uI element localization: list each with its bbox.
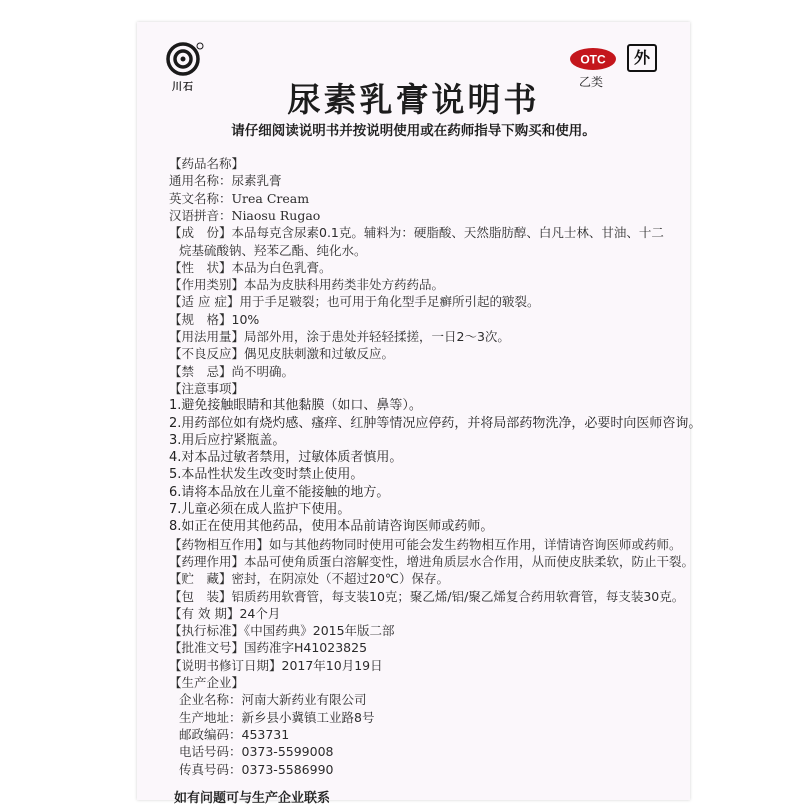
precaution-item: 3.用后应拧紧瓶盖。 bbox=[169, 432, 286, 448]
validity: 【有 效 期】24个月 bbox=[169, 605, 281, 621]
pharmacology: 【药理作用】本品可使角质蛋白溶解变性，增进角质层水合作用，从而使皮肤柔软，防止干裂。 bbox=[169, 553, 695, 569]
precaution-item: 5.本品性状发生改变时禁止使用。 bbox=[169, 467, 364, 483]
manufacturer-name: 企业名称：河南大新药业有限公司 bbox=[179, 692, 367, 708]
otc-badge bbox=[569, 47, 617, 71]
precaution-item: 1.避免接触眼睛和其他黏膜（如口、鼻等）。 bbox=[169, 398, 422, 414]
category: 【作用类别】本品为皮肤科用药类非处方药药品。 bbox=[169, 277, 445, 293]
composition-line-1: 【成 份】本品每克含尿素0.1克。辅料为：硬脂酸、天然脂肪醇、白凡士林、甘油、十二 bbox=[169, 225, 664, 241]
phone-number: 电话号码：0373-5599008 bbox=[179, 744, 334, 760]
composition-line-2: 烷基硫酸钠、羟苯乙酯、纯化水。 bbox=[179, 242, 367, 258]
drug-interactions: 【药物相互作用】如与其他药物同时使用可能会发生药物相互作用，详情请咨询医师或药师。 bbox=[169, 536, 682, 552]
english-name: 英文名称：Urea Cream bbox=[169, 190, 310, 206]
usage-dosage: 【用法用量】局部外用，涂于患处并轻轻揉搓，一日2～3次。 bbox=[169, 329, 510, 344]
precaution-item: 6.请将本品放在儿童不能接触的地方。 bbox=[169, 484, 390, 500]
standard: 【执行标准】《中国药典》2015年版二部 bbox=[169, 623, 395, 639]
packaging: 【包 装】铝质药用软膏管，每支装10克；聚乙烯/铝/聚乙烯复合药用软膏管，每支装30克。 bbox=[169, 588, 685, 604]
generic-name: 通用名称：尿素乳膏 bbox=[169, 173, 282, 189]
page-title: 尿素乳膏说明书 bbox=[287, 80, 540, 119]
approval-number: 【批准文号】国药准字H41023825 bbox=[169, 640, 368, 656]
specification: 【规 格】10% bbox=[169, 311, 260, 327]
otc-class: 乙类 bbox=[579, 75, 604, 89]
logo-mark-icon bbox=[163, 42, 205, 78]
postcode: 邮政编码：453731 bbox=[179, 726, 290, 742]
manufacturer-heading: 【生产企业】 bbox=[169, 675, 245, 690]
revision-date: 【说明书修订日期】2017年10月19日 bbox=[169, 657, 383, 673]
pinyin-name: 汉语拼音：Niaosu Rugao bbox=[169, 207, 321, 223]
contraindications: 【禁 忌】尚不明确。 bbox=[169, 363, 295, 379]
storage: 【贮 藏】密封，在阴凉处（不超过20℃）保存。 bbox=[169, 571, 449, 587]
precaution-item: 7.儿童必须在成人监护下使用。 bbox=[169, 502, 351, 517]
external-use-badge: 外 bbox=[627, 44, 657, 72]
subtitle-notice: 请仔细阅读说明书并按说明使用或在药师指导下购买和使用。 bbox=[231, 123, 596, 139]
adverse-reactions: 【不良反应】偶见皮肤刺激和过敏反应。 bbox=[169, 346, 395, 362]
precautions-heading: 【注意事项】 bbox=[169, 380, 245, 396]
indications: 【适 应 症】用于手足皲裂；也可用于角化型手足癣所引起的皲裂。 bbox=[169, 294, 540, 310]
precaution-item: 8.如正在使用其他药品，使用本品前请咨询医师或药师。 bbox=[169, 519, 494, 535]
properties: 【性 状】本品为白色乳膏。 bbox=[169, 259, 332, 275]
manufacturer-address: 生产地址：新乡县小冀镇工业路8号 bbox=[179, 709, 375, 725]
fax-number: 传真号码：0373-5586990 bbox=[179, 761, 334, 777]
precaution-item: 4.对本品过敏者禁用，过敏体质者慎用。 bbox=[169, 450, 403, 466]
otc-badge-text: OTC bbox=[580, 52, 606, 67]
instruction-leaflet bbox=[137, 22, 702, 806]
drug-name-heading: 【药品名称】 bbox=[169, 156, 245, 171]
logo-text: 川石 bbox=[172, 82, 194, 93]
footer-contact-note: 如有问题可与生产企业联系 bbox=[174, 790, 331, 806]
precaution-item: 2.用药部位如有烧灼感、瘙痒、红肿等情况应停药，并将局部药物洗净，必要时向医师咨询。 bbox=[169, 415, 702, 431]
